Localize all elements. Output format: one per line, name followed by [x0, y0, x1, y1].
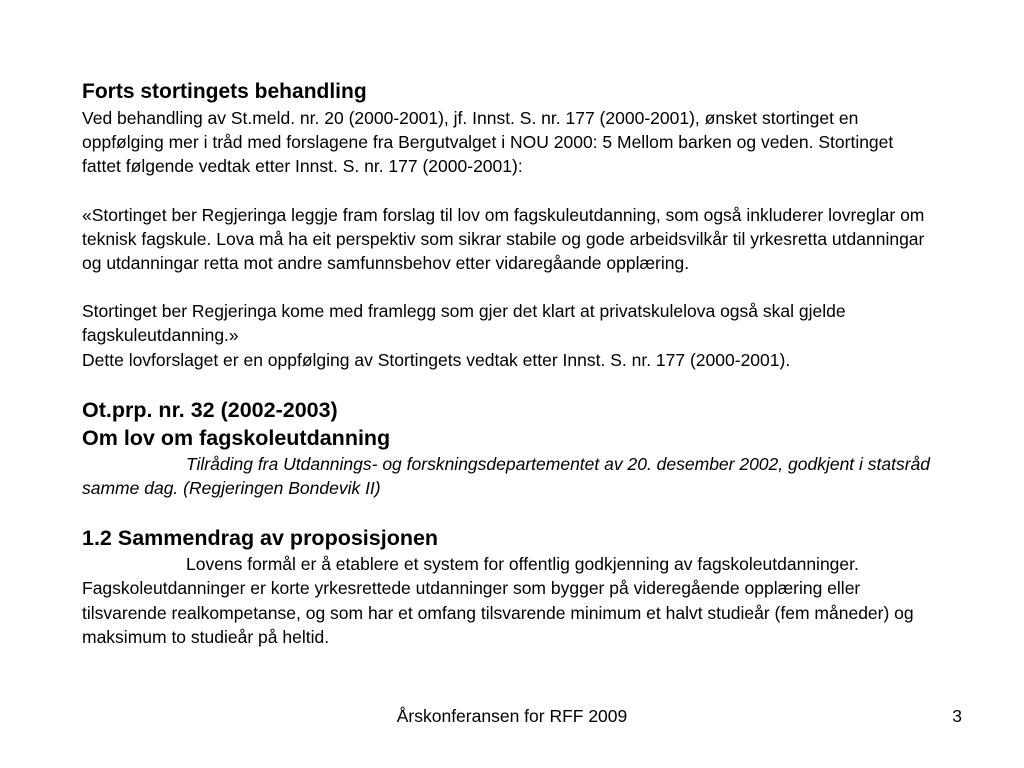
page-number: 3: [952, 706, 962, 726]
summary-body: Lovens formål er å etablere et system for offentlig godkjenning av fagskoleutdanninger. Fagskoleutdanninger er korte yrkesrettede utdanninger som bygger på videregående opplæring eller tilsvarende realkompetanse, og som har et omfang tilsvarende minimum et halvt studieår (fem måneder) og maksimum to studieår på heltid.: [82, 554, 914, 647]
paragraph-intro: Ved behandling av St.meld. nr. 20 (2000-2001), jf. Innst. S. nr. 177 (2000-2001), ønsket stortinget en oppfølging mer i tråd med forslagene fra Bergutvalget i NOU 2000: 5 Mellom barken og veden. Stortinget fattet følgende vedtak etter Innst. S. nr. 177 (2000-2001):: [82, 108, 894, 177]
quote-paragraph-2: Stortinget ber Regjeringa kome med framlegg som gjer det klart at privatskulelova også skal gjelde fagskuleutdanning.»: [82, 301, 846, 346]
quote-paragraph-1: «Stortinget ber Regjeringa leggje fram forslag til lov om fagskuleutdanning, som også inkluderer lovreglar om teknisk fagskule. Lova må ha eit perspektiv som sikrar stabile og gode arbeidsvilkår til yrkesretta utdanningar og utdanningar retta mot andre samfunnsbehov etter vidaregåande opplæring.: [82, 204, 925, 274]
slide-content: [82, 78, 932, 649]
proposition-title: Ot.prp. nr. 32 (2002-2003): [82, 397, 338, 422]
proposition-recommendation: Tilråding fra Utdannings- og forskningsdepartementet av 20. desember 2002, godkjent i statsråd samme dag. (Regjeringen Bondevik II): [82, 453, 931, 499]
paragraph-followup: Dette lovforslaget er en oppfølging av Stortingets vedtak etter Innst. S. nr. 177 (2000-2001).: [82, 349, 791, 370]
footer-text: Årskonferansen for RFF 2009: [396, 706, 628, 726]
spacer: [82, 275, 932, 299]
spacer: [82, 179, 932, 203]
section-heading-forts: Forts stortingets behandling: [82, 80, 367, 103]
summary-heading: 1.2 Sammendrag av proposisjonen: [82, 526, 439, 551]
spacer: [82, 500, 932, 524]
spacer: [82, 372, 932, 396]
proposition-subtitle: Om lov om fagskoleutdanning: [82, 425, 391, 450]
